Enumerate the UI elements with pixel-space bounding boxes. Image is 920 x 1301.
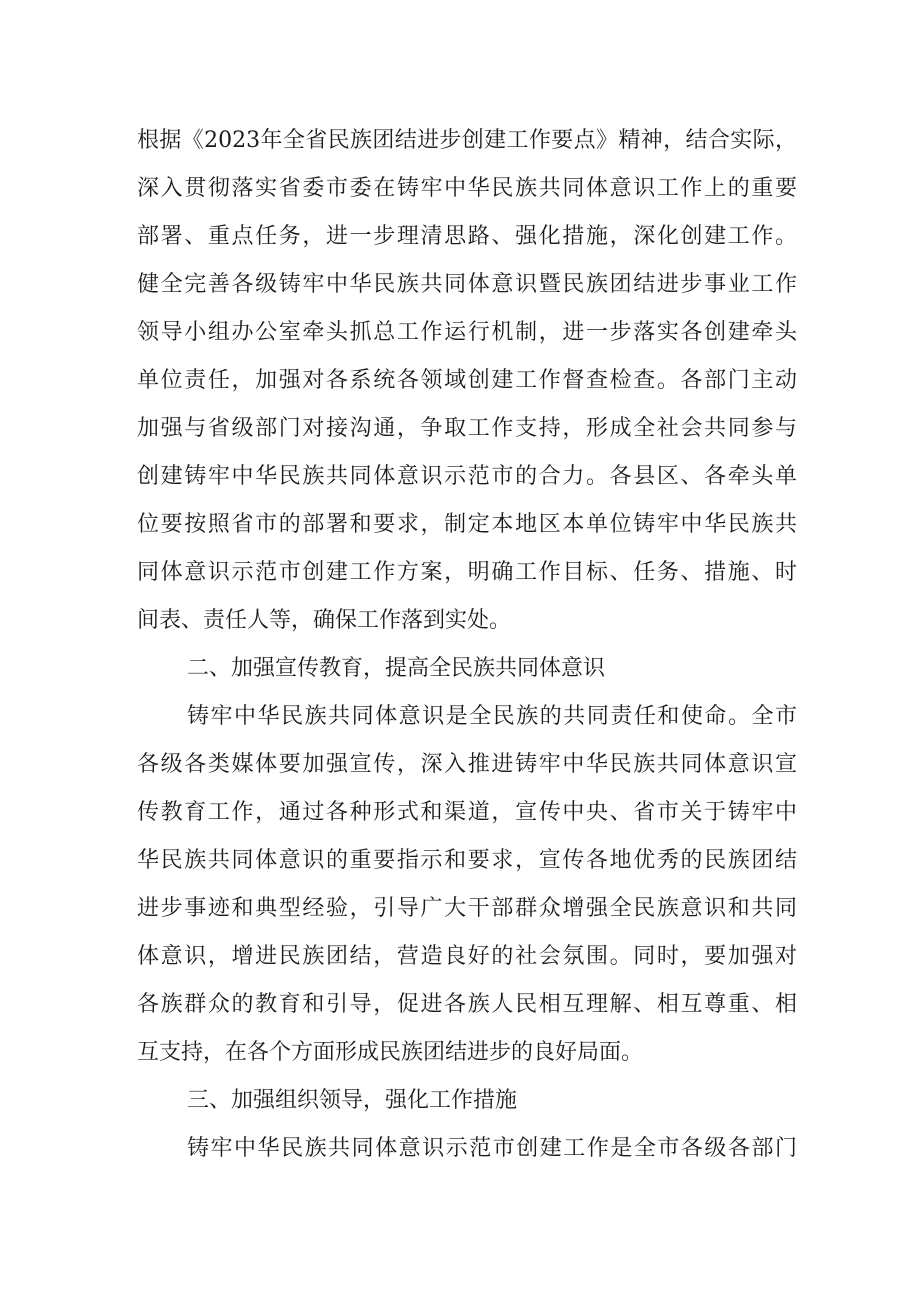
paragraph-line: 创建铸牢中华民族共同体意识示范市的合力。各县区、各牵头单	[137, 464, 797, 489]
paragraph-line: 深入贯彻落实省委市委在铸牢中华民族共同体意识工作上的重要	[137, 176, 797, 201]
section-heading: 三、加强组织领导，强化工作措施	[187, 1088, 518, 1113]
paragraph-line: 传教育工作，通过各种形式和渠道，宣传中央、省市关于铸牢中	[137, 800, 797, 825]
paragraph-line: 部署、重点任务，进一步理清思路、强化措施，深化创建工作。	[137, 224, 797, 249]
paragraph-line: 领导小组办公室牵头抓总工作运行机制，进一步落实各创建牵头	[137, 320, 797, 345]
paragraph-line: 单位责任，加强对各系统各领域创建工作督查检查。各部门主动	[137, 368, 797, 393]
section-heading: 二、加强宣传教育，提高全民族共同体意识	[187, 656, 606, 681]
paragraph-line: 健全完善各级铸牢中华民族共同体意识暨民族团结进步事业工作	[137, 272, 797, 297]
paragraph-line: 各级各类媒体要加强宣传，深入推进铸牢中华民族共同体意识宣	[137, 752, 797, 777]
paragraph-line: 位要按照省市的部署和要求，制定本地区本单位铸牢中华民族共	[137, 512, 797, 537]
paragraph-line: 同体意识示范市创建工作方案，明确工作目标、任务、措施、时	[137, 560, 797, 585]
paragraph-line: 华民族共同体意识的重要指示和要求，宣传各地优秀的民族团结	[137, 848, 797, 873]
paragraph-line: 体意识，增进民族团结，营造良好的社会氛围。同时，要加强对	[137, 944, 797, 969]
paragraph-line: 间表、责任人等，确保工作落到实处。	[137, 608, 512, 633]
paragraph-line: 根据《2023年全省民族团结进步创建工作要点》精神，结合实际，	[137, 128, 797, 153]
paragraph-line: 铸牢中华民族共同体意识是全民族的共同责任和使命。全市	[187, 704, 797, 729]
paragraph-line: 铸牢中华民族共同体意识示范市创建工作是全市各级各部门	[187, 1136, 797, 1161]
paragraph-line: 加强与省级部门对接沟通，争取工作支持，形成全社会共同参与	[137, 416, 797, 441]
paragraph-line: 各族群众的教育和引导，促进各族人民相互理解、相互尊重、相	[137, 992, 797, 1017]
paragraph-line: 进步事迹和典型经验，引导广大干部群众增强全民族意识和共同	[137, 896, 797, 921]
paragraph-line: 互支持，在各个方面形成民族团结进步的良好局面。	[137, 1040, 644, 1065]
